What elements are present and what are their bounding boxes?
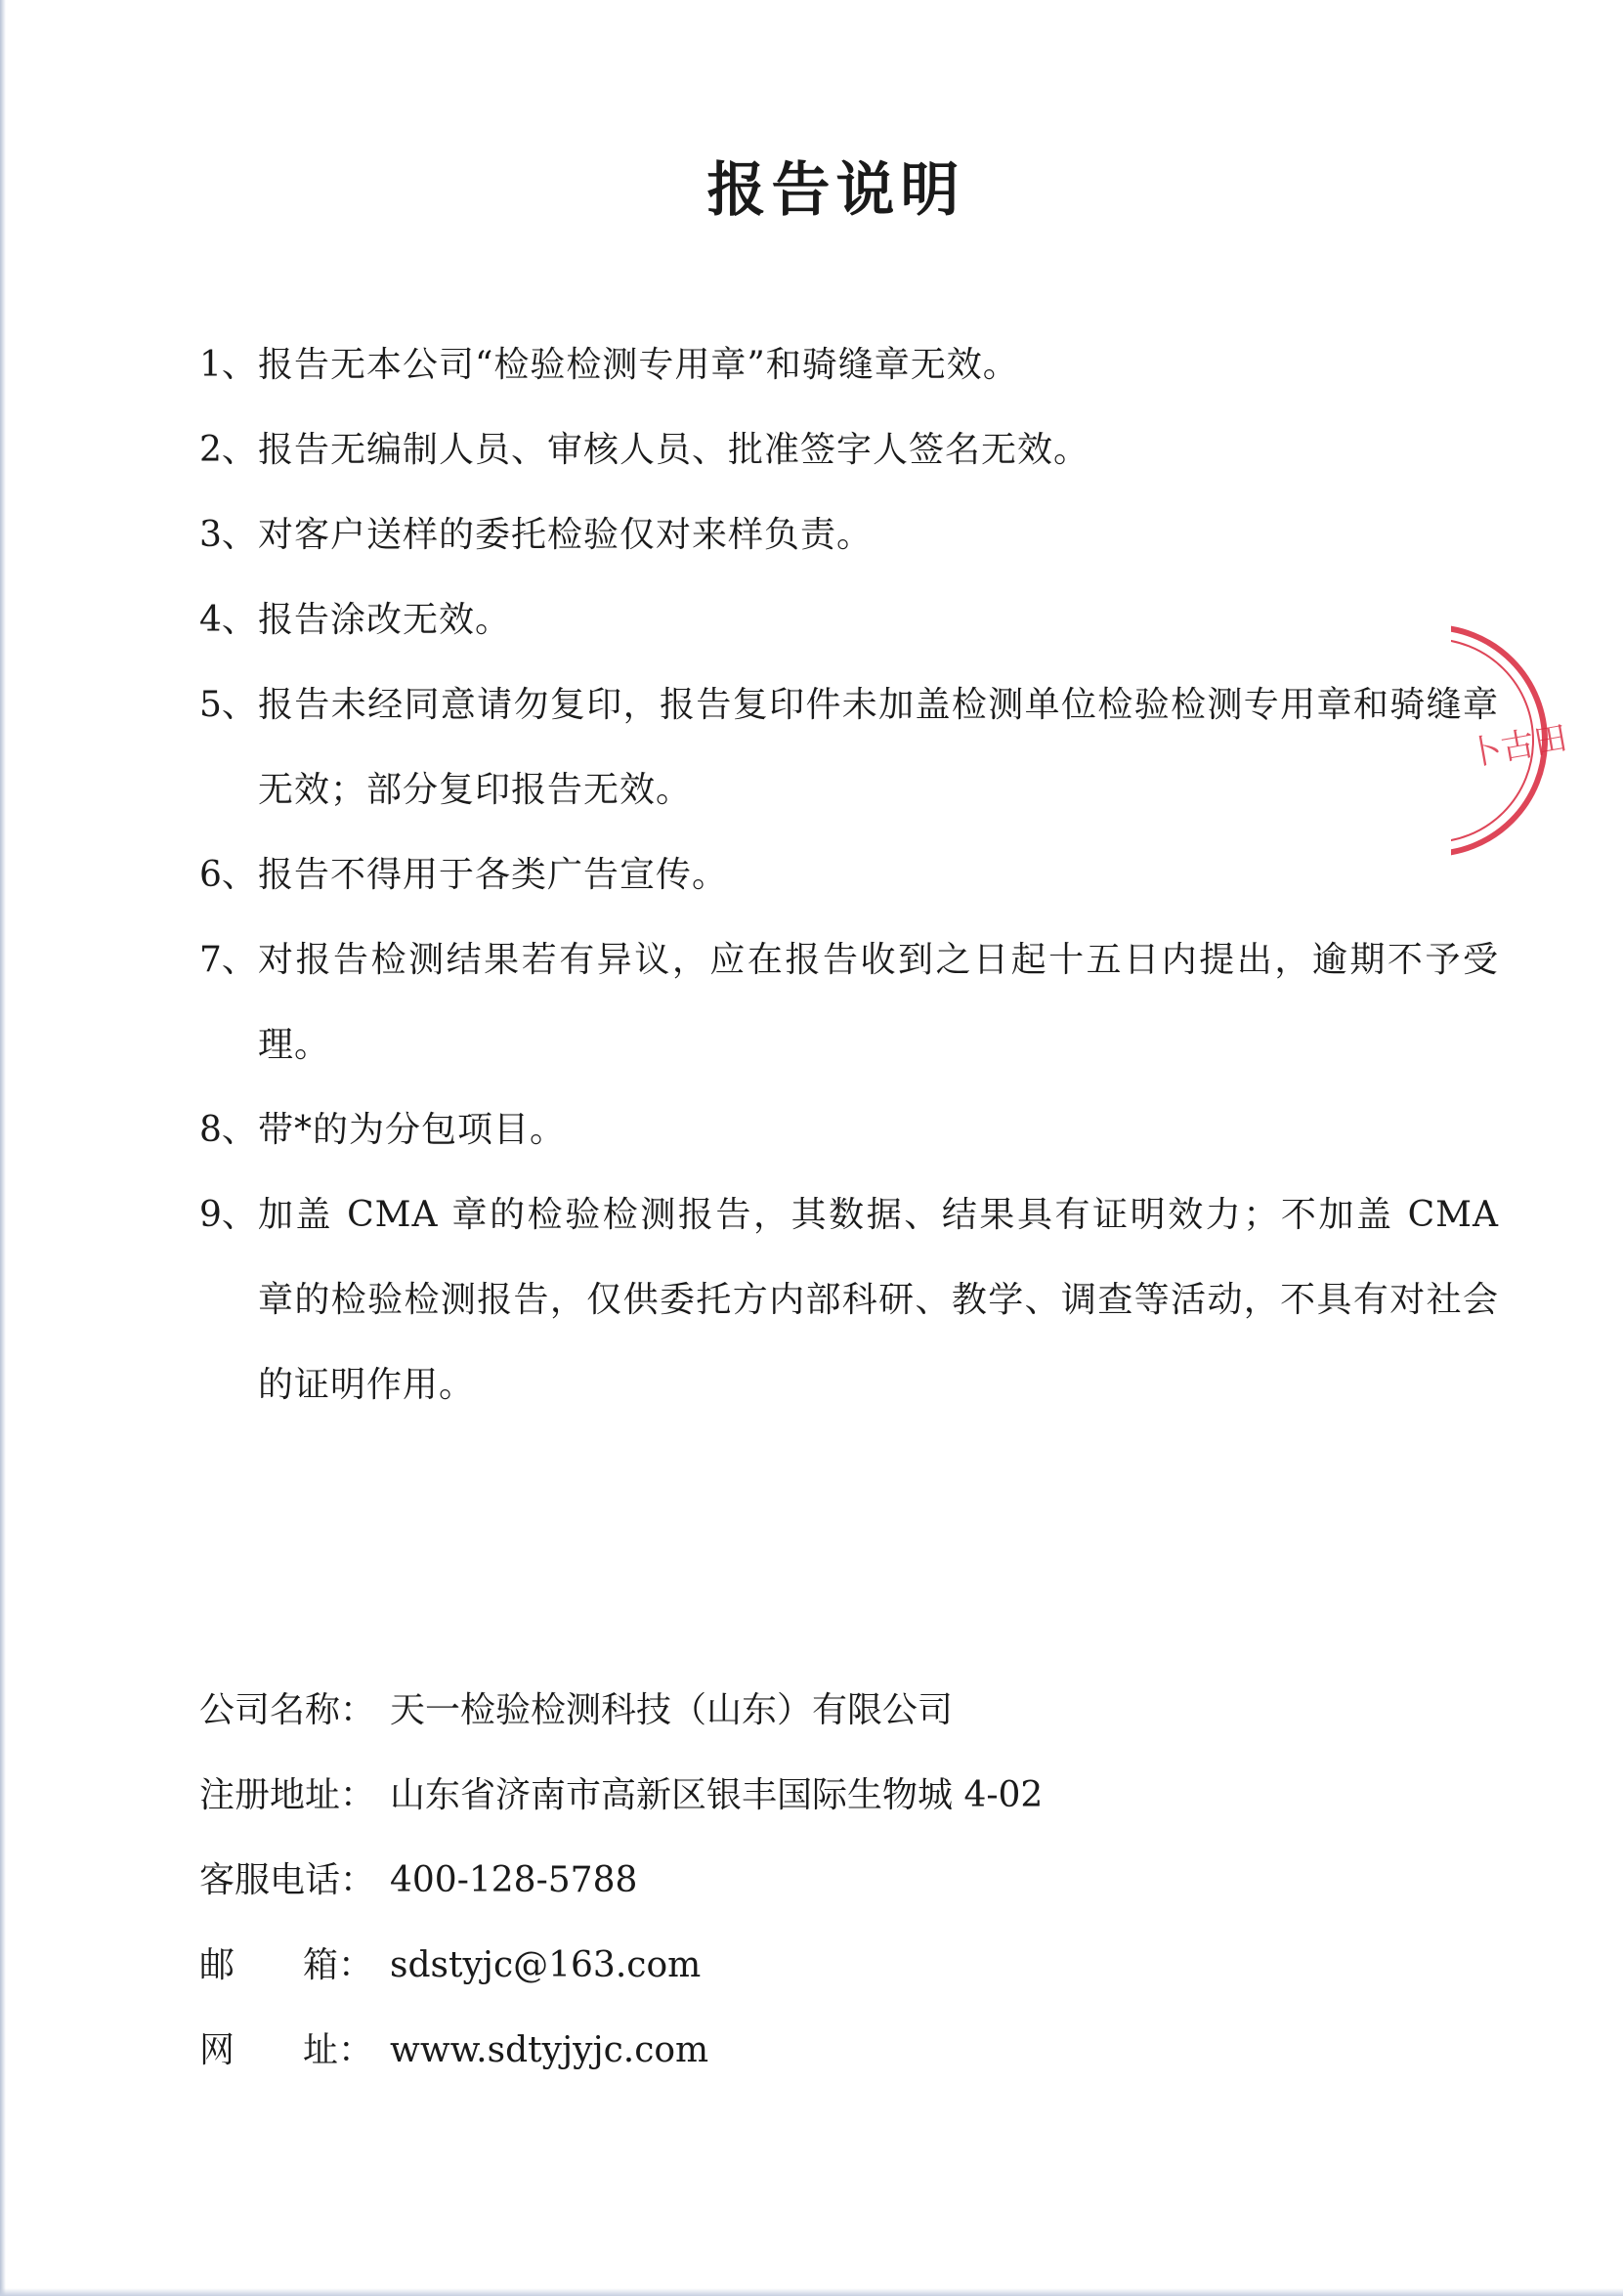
note-text: 对客户送样的委托检验仅对来样负责。 [258, 515, 874, 555]
company-website-row [199, 2008, 1372, 2093]
scan-shadow-bottom [0, 2288, 1623, 2296]
report-notes-list [199, 322, 1499, 1427]
seal-partial-text: 卜古田 [1465, 718, 1571, 775]
note-text: 报告涂改无效。 [258, 600, 512, 640]
company-address-label: 注册地址： [199, 1775, 376, 1815]
website-label-part-2: 址： [302, 2030, 373, 2070]
note-number: 9、 [199, 1195, 257, 1235]
note-item-8 [199, 1087, 1499, 1172]
company-email-row [199, 1923, 1372, 2008]
note-number: 5、 [199, 685, 257, 725]
note-number: 7、 [199, 940, 257, 980]
note-text: 对报告检测结果若有异议，应在报告收到之日起十五日内提出，逾期不予受理。 [258, 940, 1499, 1065]
company-email-label [199, 1923, 390, 2008]
note-item-9 [199, 1172, 1499, 1427]
company-phone-row [199, 1838, 1372, 1923]
company-name-row [199, 1668, 1372, 1753]
company-name-label: 公司名称： [199, 1690, 376, 1730]
company-phone-label: 客服电话： [199, 1860, 376, 1900]
company-phone: 400-128-5788 [390, 1860, 638, 1900]
company-name: 天一检验检测科技（山东）有限公司 [390, 1690, 954, 1730]
scan-shadow-left [0, 0, 6, 2296]
note-number: 6、 [199, 855, 257, 895]
note-number: 8、 [199, 1110, 257, 1150]
company-info [199, 1668, 1372, 2093]
note-item-7 [199, 917, 1499, 1087]
seal-stamp-icon [1451, 625, 1623, 860]
note-item-2 [199, 407, 1499, 492]
website-label-part-1: 网 [199, 2030, 235, 2070]
note-text: 报告未经同意请勿复印，报告复印件未加盖检测单位检验检测专用章和骑缝章无效；部分复印报告无效。 [258, 685, 1499, 810]
company-email: sdstyjc@163.com [390, 1945, 702, 1985]
note-item-1 [199, 322, 1499, 407]
note-item-5 [199, 662, 1499, 832]
company-website-label [199, 2008, 390, 2093]
note-number: 4、 [199, 600, 257, 640]
note-item-3 [199, 492, 1499, 577]
note-number: 1、 [199, 345, 257, 385]
company-address: 山东省济南市高新区银丰国际生物城 4-02 [390, 1775, 1044, 1815]
note-item-6 [199, 832, 1499, 917]
company-website: www.sdtyjyjc.com [390, 2030, 709, 2070]
partial-seal-stamp [1451, 625, 1623, 860]
email-label-part-2: 箱： [302, 1945, 373, 1985]
note-text: 报告不得用于各类广告宣传。 [258, 855, 729, 895]
page-title: 报告说明 [706, 156, 965, 225]
company-address-row [199, 1753, 1372, 1838]
note-text: 带*的为分包项目。 [258, 1110, 567, 1150]
note-text: 加盖 CMA 章的检验检测报告，其数据、结果具有证明效力；不加盖 CMA 章的检验检测报告，仅供委托方内部科研、教学、调查等活动，不具有对社会的证明作用。 [258, 1195, 1499, 1405]
email-label-part-1: 邮 [199, 1945, 235, 1985]
note-number: 3、 [199, 515, 257, 555]
note-number: 2、 [199, 430, 257, 470]
note-item-4 [199, 577, 1499, 662]
note-text: 报告无编制人员、审核人员、批准签字人签名无效。 [258, 430, 1090, 470]
note-text: 报告无本公司“检验检测专用章”和骑缝章无效。 [258, 345, 1019, 385]
